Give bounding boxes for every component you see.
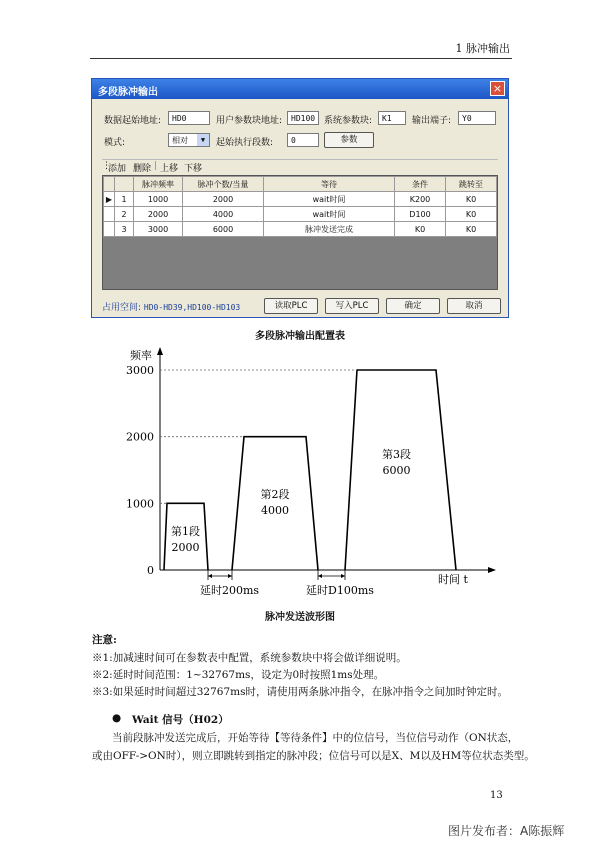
row-marker — [104, 207, 115, 222]
start-seg-input[interactable]: 0 — [287, 133, 319, 147]
wait-para-1: 当前段脉冲发送完成后，开始等待【等待条件】中的位信号，当位信号动作（ON状态， — [112, 732, 519, 744]
move-up-button[interactable]: 上移 — [160, 164, 179, 174]
cell-jump[interactable]: K0 — [446, 207, 497, 222]
cell-cond[interactable]: K200 — [395, 192, 446, 207]
user-block-label: 用户参数块地址: — [216, 116, 283, 126]
credit-watermark: 图片发布者：A陈振辉 — [448, 824, 565, 838]
page-header — [90, 38, 512, 59]
cell-cond[interactable]: K0 — [395, 222, 446, 237]
cell-jump[interactable]: K0 — [446, 192, 497, 207]
row-marker — [104, 222, 115, 237]
delay-label: 延时200ms — [200, 584, 260, 595]
segment-count-label: 2000 — [171, 541, 200, 554]
row-marker: ▶ — [104, 192, 115, 207]
cell-count[interactable]: 4000 — [183, 207, 264, 222]
waveform-chart — [120, 345, 500, 595]
delay-arrow — [341, 574, 345, 578]
start-seg-label: 起始执行段数: — [216, 138, 274, 148]
segment-count-label: 4000 — [261, 504, 289, 517]
note-3: ※3:如果延时时间超过32767ms时，请使用两条脉冲指令，在脉冲指令之间加时钟定时。 — [92, 686, 508, 698]
y-tick-label: 3000 — [126, 364, 154, 377]
user-block-input[interactable]: HD100 — [287, 111, 319, 125]
dialog-titlebar — [92, 79, 508, 99]
cell-count[interactable]: 6000 — [183, 222, 264, 237]
y-axis-label: 频率 — [130, 349, 152, 362]
y-tick-label: 2000 — [126, 430, 154, 444]
ok-button[interactable]: 确定 — [386, 298, 440, 314]
chevron-down-icon[interactable]: ▼ — [197, 134, 209, 146]
chapter-title: 1 脉冲输出 — [455, 42, 510, 55]
space-info — [102, 300, 240, 313]
col-freq: 脉冲频率 — [134, 177, 183, 192]
col-index — [115, 177, 134, 192]
col-marker — [104, 177, 115, 192]
write-plc-button[interactable]: 写入PLC — [325, 298, 379, 314]
delay-label: 延时D100ms — [306, 584, 374, 595]
table-header-row — [104, 177, 497, 192]
multi-pulse-dialog — [91, 78, 509, 318]
cell-jump[interactable]: K0 — [446, 222, 497, 237]
delay-arrow — [228, 574, 232, 578]
close-button[interactable]: × — [490, 81, 505, 96]
cell-wait[interactable]: 脉冲发送完成 — [264, 222, 395, 237]
col-jump: 跳转至 — [446, 177, 497, 192]
cell-wait[interactable]: wait时间 — [264, 192, 395, 207]
bullet: ● — [112, 712, 122, 724]
data-start-label: 数据起始地址: — [104, 116, 162, 126]
mode-label: 模式: — [104, 138, 126, 148]
data-start-input[interactable]: HD0 — [168, 111, 210, 125]
x-axis-arrow — [488, 567, 496, 573]
note-2: ※2:延时时间范围：1~32767ms，设定为0时按照1ms处理。 — [92, 669, 385, 681]
note-1: ※1:加减速时间可在参数表中配置，系统参数块中将会做详细说明。 — [92, 652, 407, 664]
output-input[interactable]: Y0 — [458, 111, 496, 125]
cell-count[interactable]: 2000 — [183, 192, 264, 207]
col-cond: 条件 — [395, 177, 446, 192]
col-wait: 等待 — [264, 177, 395, 192]
grip-icon: ⋮ — [102, 161, 111, 171]
table-row[interactable] — [104, 192, 497, 207]
move-down-button[interactable]: 下移 — [184, 164, 203, 174]
segment-name-label: 第1段 — [171, 525, 200, 538]
notes-title: 注意: — [92, 634, 117, 646]
add-button[interactable]: 添加 — [108, 164, 127, 174]
x-axis-label: 时间 t — [438, 573, 468, 586]
segment-grid — [102, 175, 498, 290]
caption-waveform: 脉冲发送波形图 — [265, 612, 335, 623]
cell-wait[interactable]: wait时间 — [264, 207, 395, 222]
row-index: 1 — [115, 192, 134, 207]
mode-select[interactable] — [168, 133, 210, 147]
cell-cond[interactable]: D100 — [395, 207, 446, 222]
sys-block-input[interactable]: K1 — [378, 111, 406, 125]
toolbar — [102, 159, 498, 174]
chart-marks — [160, 370, 456, 595]
y-tick-label: 1000 — [126, 497, 154, 511]
row-index: 2 — [115, 207, 134, 222]
wait-para-2: 或由OFF->ON时），则立即跳转到指定的脉冲段；位信号可以是X、M以及HM等位状态类型。 — [92, 750, 535, 762]
cancel-button[interactable]: 取消 — [447, 298, 501, 314]
segment-name-label: 第3段 — [382, 448, 411, 461]
space-label: 占用空间: — [102, 303, 142, 313]
sys-block-label: 系统参数块: — [324, 116, 373, 126]
read-plc-button[interactable]: 读取PLC — [264, 298, 318, 314]
delay-arrow — [318, 574, 322, 578]
table-row[interactable] — [104, 207, 497, 222]
cell-freq[interactable]: 3000 — [134, 222, 183, 237]
cell-freq[interactable]: 1000 — [134, 192, 183, 207]
page-number: 13 — [490, 790, 503, 801]
segment-table — [103, 176, 497, 237]
table-row[interactable] — [104, 222, 497, 237]
segment-count-label: 6000 — [382, 464, 411, 477]
space-value: HD0-HD39,HD100-HD103 — [143, 303, 241, 312]
y-tick-label: 0 — [147, 564, 154, 577]
param-button[interactable]: 参数 — [324, 132, 374, 148]
mode-value: 相对 — [172, 136, 188, 145]
delay-arrow — [208, 574, 212, 578]
delete-button[interactable]: 删除 — [133, 164, 152, 174]
dialog-title: 多段脉冲输出 — [98, 87, 158, 98]
wait-section-title: Wait 信号（H02） — [132, 714, 229, 726]
row-index: 3 — [115, 222, 134, 237]
caption-config-table: 多段脉冲输出配置表 — [255, 331, 345, 342]
cell-freq[interactable]: 2000 — [134, 207, 183, 222]
output-label: 输出端子: — [412, 116, 452, 126]
segment-name-label: 第2段 — [260, 488, 290, 501]
y-axis-arrow — [157, 347, 163, 355]
col-count: 脉冲个数/当量 — [183, 177, 264, 192]
toolbar-separator: | — [154, 161, 158, 171]
